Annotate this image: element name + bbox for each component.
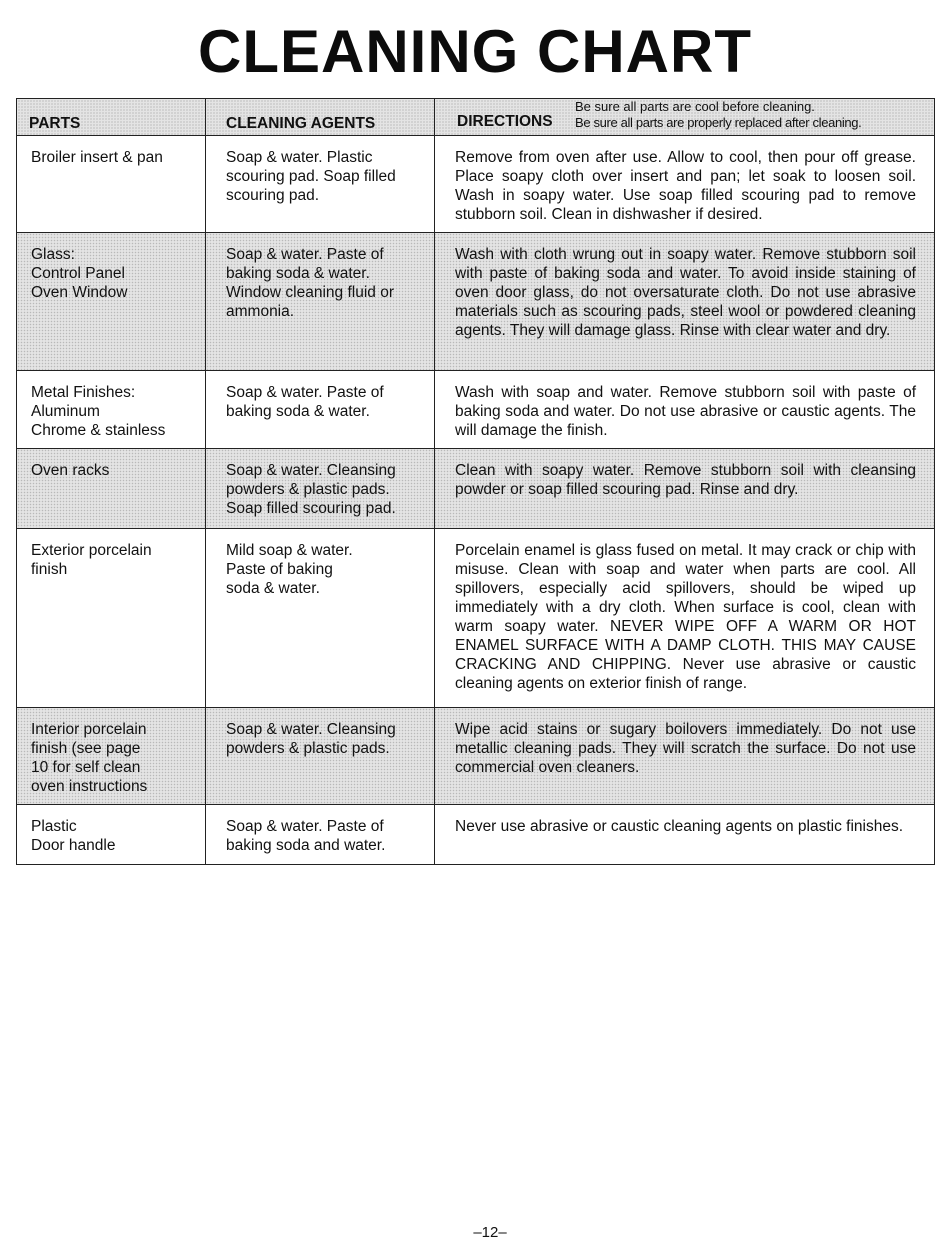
page-title: CLEANING CHART [198, 18, 752, 85]
table-row [17, 805, 935, 865]
directions-text: Remove from oven after use. Allow to cool, then pour off grease. Place soapy cloth over insert and pan; let soak to loosen soil. Wash in soapy water. Use soap filled scouring pad to remove stubborn soil. Clean in dishwasher if desired. [455, 149, 916, 223]
agents-text: Soap & water. Cleansing powders & plastic pads. [226, 721, 396, 757]
agents-cell [206, 805, 435, 865]
agents-text: Soap & water. Paste of baking soda & water. Window cleaning fluid or ammonia. [226, 246, 395, 320]
agents-text: Soap & water. Paste of baking soda & water. [226, 384, 384, 420]
part-name: Interior porcelain [31, 721, 147, 738]
directions-text: Porcelain enamel is glass fused on metal. It may crack or chip with misuse. Clean with soap and water when parts are cool. All spillovers, especially acid spillovers, should be wiped up immediately with a dry cloth. When surface is cool, clean with warm soapy water. NEVER WIPE OFF A WARM OR HOT ENAMEL SURFACE WITH A DAMP CLOTH. THIS MAY CAUSE CRACKING AND CHIPPING. Never use abrasive or caustic cleaning agents on exterior finish of range. [455, 542, 916, 692]
directions-header-label: DIRECTIONS [457, 113, 553, 130]
agents-cell [206, 136, 435, 233]
header-note-replaced: Be sure all parts are properly replaced after cleaning. [575, 115, 862, 130]
parts-cell [17, 371, 206, 449]
table-row [17, 529, 935, 708]
part-name: Aluminum [31, 403, 100, 420]
directions-cell [435, 371, 935, 449]
table-row [17, 371, 935, 449]
directions-cell [435, 233, 935, 371]
agents-text: Soap & water. Paste of baking soda and water. [226, 818, 386, 854]
agents-column-header [206, 99, 435, 136]
directions-cell [435, 805, 935, 865]
parts-cell [17, 136, 206, 233]
agents-header-label: CLEANING AGENTS [226, 115, 376, 132]
directions-cell [435, 449, 935, 529]
agents-cell [206, 449, 435, 529]
header-note-cool: Be sure all parts are cool before cleaning. [575, 99, 815, 114]
directions-cell [435, 136, 935, 233]
part-name: finish [31, 561, 68, 578]
table-row [17, 233, 935, 371]
agents-cell [206, 529, 435, 708]
agents-text: Soap & water. Plastic scouring pad. Soap filled scouring pad. [226, 149, 396, 204]
directions-text: Clean with soapy water. Remove stubborn soil with cleansing powder or soap filled scouring pad. Rinse and dry. [455, 462, 916, 498]
parts-cell [17, 708, 206, 805]
directions-text: Never use abrasive or caustic cleaning agents on plastic finishes. [455, 818, 904, 835]
part-name: Control Panel [31, 265, 125, 282]
part-name: Door handle [31, 837, 116, 854]
table-header-row [17, 99, 935, 136]
agents-line: Paste of baking [226, 561, 333, 578]
directions-text: Wash with soap and water. Remove stubborn soil with paste of baking soda and water. Do not use abrasive or caustic agents. The will damage the finish. [455, 384, 916, 439]
header-notes [575, 99, 861, 131]
part-name: Glass: [31, 246, 75, 263]
directions-text: Wash with cloth wrung out in soapy water. Remove stubborn soil with paste of baking soda and water. To avoid inside staining of oven door glass, do not oversaturate cloth. Do not use abrasive materials such as scouring pads, steel wool or powdered cleaning agents. They will damage glass. Rinse with clear water and dry. [455, 246, 916, 339]
directions-cell [435, 529, 935, 708]
parts-column-header [17, 99, 206, 136]
part-name: 10 for self clean [31, 759, 141, 776]
parts-cell [17, 449, 206, 529]
table-row [17, 708, 935, 805]
agents-text: Soap & water. Cleansing powders & plastic pads. Soap filled scouring pad. [226, 462, 396, 517]
part-name: Exterior porcelain [31, 542, 152, 559]
part-name: finish (see page [31, 740, 141, 757]
part-name: Chrome & stainless [31, 422, 166, 439]
part-name: Plastic [31, 818, 77, 835]
part-name: Metal Finishes: [31, 384, 136, 401]
parts-header-label: PARTS [29, 115, 81, 132]
directions-column-header [435, 99, 935, 136]
directions-text: Wipe acid stains or sugary boilovers immediately. Do not use metallic cleaning pads. They will scratch the surface. Do not use commercial oven cleaners. [455, 721, 916, 776]
page-number: –12– [473, 1224, 507, 1241]
parts-cell [17, 233, 206, 371]
parts-cell [17, 805, 206, 865]
directions-cell [435, 708, 935, 805]
table-row [17, 449, 935, 529]
part-name: Oven racks [31, 462, 110, 479]
parts-cell [17, 529, 206, 708]
agents-line: Mild soap & water. [226, 542, 353, 559]
agents-cell [206, 371, 435, 449]
part-name: Oven Window [31, 284, 128, 301]
agents-line: soda & water. [226, 580, 320, 597]
agents-cell [206, 233, 435, 371]
cleaning-chart-table [16, 98, 935, 865]
agents-cell [206, 708, 435, 805]
part-name: Broiler insert & pan [31, 149, 163, 166]
part-name: oven instructions [31, 778, 148, 795]
table-row [17, 136, 935, 233]
